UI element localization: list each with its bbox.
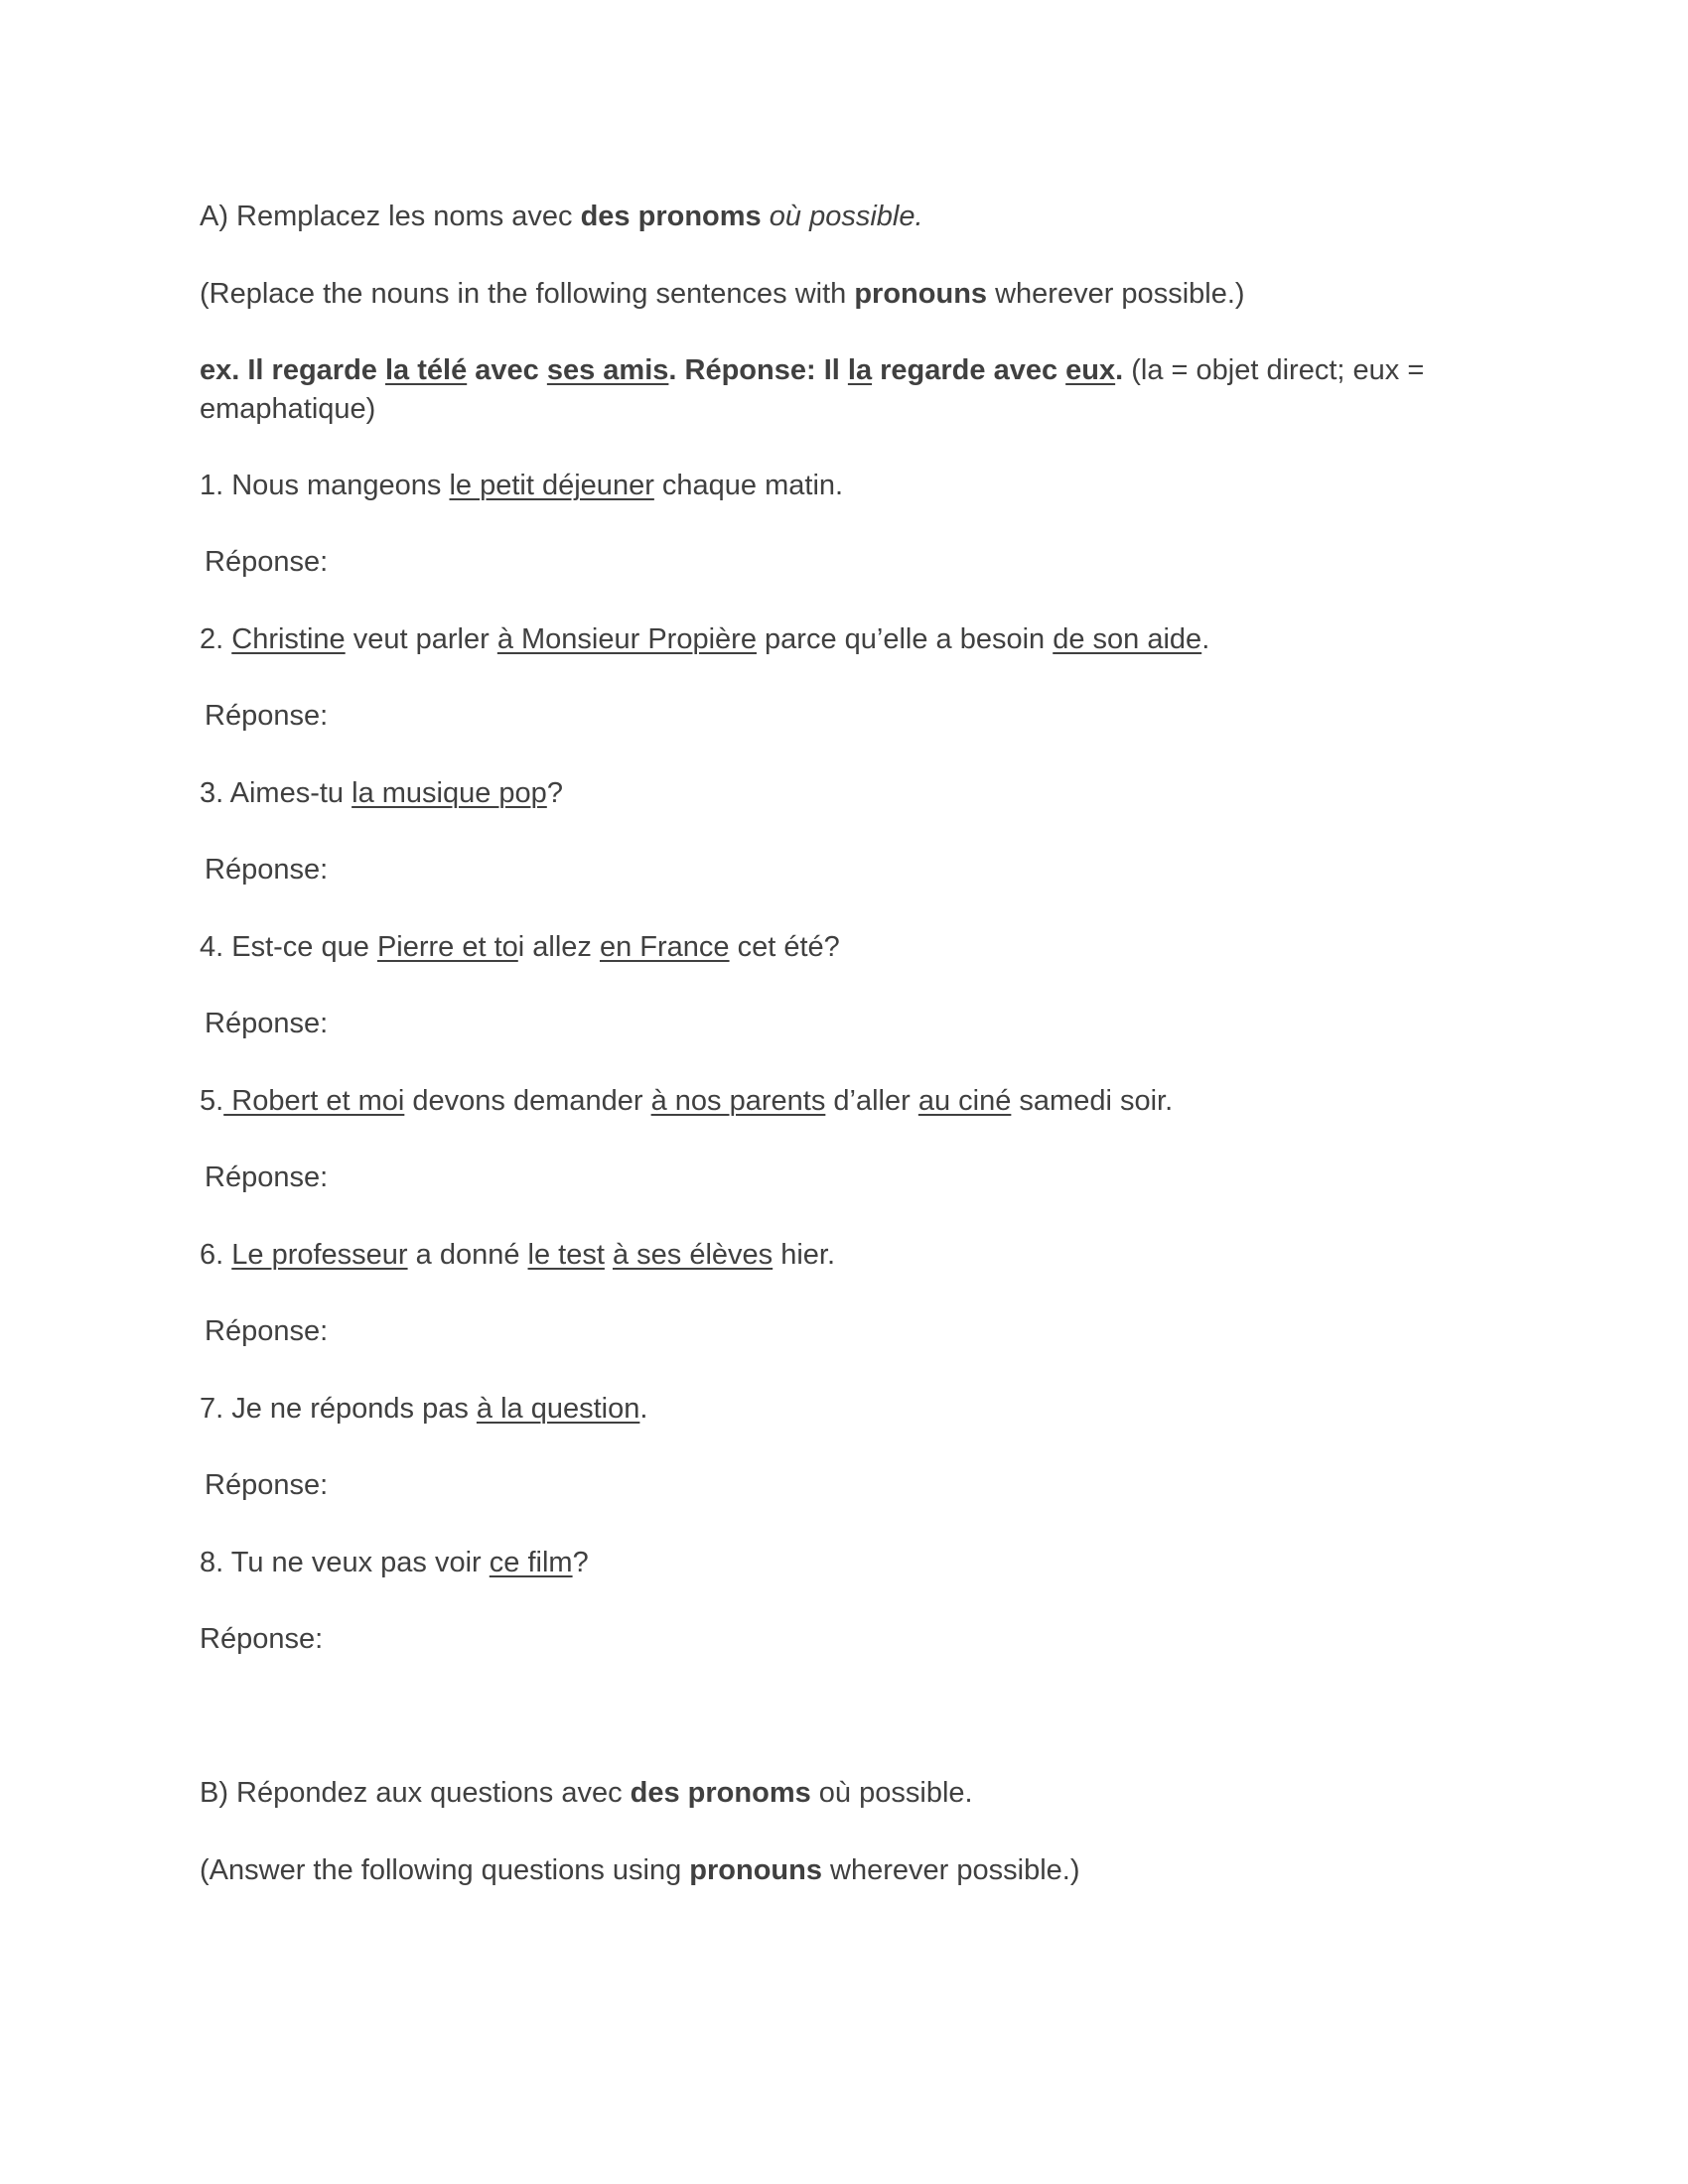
translation-suffix: wherever possible.) [987, 278, 1245, 310]
section-a-heading [200, 198, 1431, 236]
item-underlined: Pierre et to [376, 931, 518, 963]
item-text: 7. Je ne réponds pas [200, 1393, 477, 1425]
section-a-translation [200, 275, 1431, 314]
section-b-heading [200, 1774, 1431, 1813]
exercise-item-2 [200, 620, 1431, 659]
answer-label-3: Réponse: [205, 854, 329, 886]
exercise-item-6 [200, 1236, 1431, 1275]
item-text: cet été? [729, 931, 840, 963]
item-text: 6. [200, 1239, 232, 1271]
item-underlined: à nos parents [650, 1085, 826, 1117]
item-text: 2. [200, 623, 232, 655]
item-underlined: à Monsieur Propière [496, 623, 757, 655]
answer-label-5: Réponse: [205, 1161, 329, 1193]
item-text: d’aller [825, 1085, 918, 1117]
answer-label-7: Réponse: [205, 1469, 329, 1501]
item-text: samedi soir. [1011, 1085, 1174, 1117]
translation-bold: pronouns [854, 278, 988, 310]
item-text: ? [572, 1547, 589, 1578]
translation-suffix: wherever possible.) [821, 1854, 1080, 1886]
section-b-translation [200, 1851, 1431, 1890]
example-text: . [1115, 354, 1124, 386]
item-underlined: le petit déjeuner [449, 470, 654, 501]
item-underlined: au ciné [917, 1085, 1012, 1117]
item-underlined: le test [527, 1239, 605, 1271]
spacer [762, 201, 770, 232]
answer-label-4: Réponse: [205, 1008, 329, 1039]
exercise-item-8 [200, 1544, 1431, 1582]
example-underlined: ses amis [546, 354, 669, 386]
item-text [605, 1239, 613, 1271]
item-underlined: ce film [489, 1547, 573, 1578]
item-text: devons demander [404, 1085, 651, 1117]
heading-suffix: où possible. [810, 1777, 973, 1809]
example-underlined: la [847, 354, 873, 386]
example-underlined: la télé [385, 354, 468, 386]
item-text: ? [546, 777, 563, 809]
example-note: (la = objet direct; eux = emaphatique) [200, 354, 1425, 425]
answer-label-2: Réponse: [205, 700, 329, 732]
exercise-item-1 [200, 467, 1431, 505]
item-underlined: la musique pop [352, 777, 547, 809]
item-underlined: Christine [231, 623, 346, 655]
item-text: 5. [200, 1085, 224, 1117]
item-text: a donné [407, 1239, 528, 1271]
item-text: parce qu’elle a besoin [756, 623, 1054, 655]
example-sentence [200, 351, 1431, 429]
exercise-item-4 [200, 928, 1431, 967]
translation-text: (Replace the nouns in the following sentences with [200, 278, 855, 310]
translation-text: (Answer the following questions using [200, 1854, 690, 1886]
heading-text: B) Répondez aux questions avec [200, 1777, 631, 1809]
item-underlined: à ses élèves [612, 1239, 774, 1271]
item-underlined: de son aide [1053, 623, 1202, 655]
item-text: . [639, 1393, 648, 1425]
item-underlined: Le professeur [231, 1239, 408, 1271]
item-text: i allez [517, 931, 600, 963]
example-underlined: eux [1065, 354, 1116, 386]
item-text: 4. Est-ce que [200, 931, 377, 963]
item-text: 3. Aimes-tu [200, 777, 352, 809]
item-text: hier. [773, 1239, 836, 1271]
heading-italic: où possible. [769, 201, 923, 232]
answer-label-1: Réponse: [205, 546, 329, 578]
exercise-item-5 [200, 1082, 1431, 1121]
translation-bold: pronouns [689, 1854, 822, 1886]
item-text: veut parler [345, 623, 497, 655]
heading-bold: des pronoms [630, 1777, 811, 1809]
example-text: avec [467, 354, 547, 386]
item-text: 8. Tu ne veux pas voir [200, 1547, 490, 1578]
item-text: chaque matin. [653, 470, 844, 501]
example-text: ex. Il regarde [200, 354, 385, 386]
exercise-item-7 [200, 1390, 1431, 1429]
heading-bold: des pronoms [580, 201, 762, 232]
example-text: regarde avec [872, 354, 1066, 386]
example-text: . Réponse: Il [668, 354, 848, 386]
item-text: 1. Nous mangeons [200, 470, 450, 501]
exercise-item-3 [200, 774, 1431, 813]
answer-label-6: Réponse: [205, 1315, 329, 1347]
heading-text: A) Remplacez les noms avec [200, 201, 581, 232]
answer-label-8: Réponse: [200, 1623, 324, 1655]
item-text: . [1201, 623, 1210, 655]
item-underlined: en France [599, 931, 730, 963]
item-underlined: Robert et moi [223, 1085, 405, 1117]
item-underlined: à la question [476, 1393, 640, 1425]
